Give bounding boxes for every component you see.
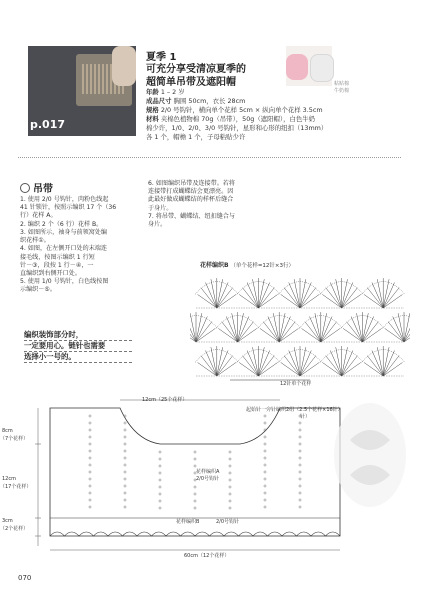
stitch-stroke [217, 356, 233, 376]
motif-dot [264, 415, 266, 417]
motif-dot [124, 492, 126, 494]
step-line: 于身片。 [148, 204, 173, 212]
size-value: 胸围 50cm，衣长 28cm [173, 97, 246, 105]
motif-dot [159, 493, 161, 495]
motif-dot [159, 465, 161, 467]
stitch-stroke [336, 279, 342, 308]
stitch-stroke [253, 347, 259, 376]
step-line: 接毛线，按图示编织 1 行短 [20, 253, 95, 261]
gauge-value: 2/0 号钩针，横向单个花样 5cm × 纵向单个花样 3.5cm [160, 106, 323, 114]
top-right-note: 起始针一旁针编织2组（2.5个花样×16针） [246, 407, 343, 413]
stitch-stroke [294, 347, 300, 376]
steps-right [148, 180, 278, 229]
stitch-stroke [388, 322, 404, 342]
motif-dot [229, 465, 231, 467]
motif-dot [264, 499, 266, 501]
stitch-stroke [232, 313, 238, 342]
motif-dot [124, 443, 126, 445]
stitch-stroke [243, 288, 259, 308]
step-line: 连接带打成蝴蝶结会更漂亮。因 [148, 188, 234, 196]
stitch-stroke [190, 313, 196, 342]
motif-dot [194, 500, 196, 502]
stitch-stroke [300, 347, 306, 376]
motif-dot [124, 422, 126, 424]
motif-dot [89, 415, 91, 417]
stitch-stroke [201, 288, 217, 308]
motif-dot [299, 506, 301, 508]
motif-dot [229, 486, 231, 488]
motif-dot [89, 499, 91, 501]
motif-dot [124, 499, 126, 501]
stitch-stroke [342, 347, 348, 376]
stitch-stroke [300, 279, 306, 308]
motif-dot [299, 471, 301, 473]
center-label-1: 花样编织A [196, 469, 220, 475]
stitch-stroke [342, 279, 348, 308]
step-line: 示编织－⑤。 [20, 286, 56, 294]
motif-dot [229, 507, 231, 509]
motif-dot [124, 457, 126, 459]
motif-dot [89, 429, 91, 431]
tip-note [24, 330, 132, 363]
stitch-stroke [284, 288, 300, 308]
fan-edge [190, 316, 218, 329]
stitch-stroke [211, 279, 217, 308]
motif-dot [264, 492, 266, 494]
step-line: 4. 如图，在左侧开口处的末端连 [20, 245, 107, 253]
motif-dot [229, 493, 231, 495]
title-line-2: 超简单吊带及遮阳帽 [146, 77, 236, 88]
hand-shape [112, 46, 136, 86]
stitch-stroke [367, 288, 383, 308]
motif-dot [89, 471, 91, 473]
stitch-stroke [383, 288, 399, 308]
title-line-1: 可充分享受清凉夏季的 [146, 64, 246, 75]
motif-dot [299, 457, 301, 459]
age-row [146, 88, 185, 96]
size-row [146, 97, 245, 105]
motif-dot [194, 493, 196, 495]
stitch-stroke [196, 313, 202, 342]
page-number: 070 [18, 574, 32, 582]
motif-dot [264, 457, 266, 459]
stitch-stroke [253, 279, 259, 308]
motif-dot [89, 485, 91, 487]
motif-dot [194, 451, 196, 453]
stitch-stroke [196, 322, 212, 342]
motif-dot [159, 507, 161, 509]
age-label: 年龄 [146, 88, 159, 96]
material-line-3: 各 1 个，帽檐 1 个，子母粘贴少许 [146, 133, 246, 141]
motif-dot [124, 471, 126, 473]
page-reference-label: p.017 [30, 118, 66, 131]
stitch-stroke [263, 322, 279, 342]
stitch-diagram [190, 264, 410, 392]
motif-dot [159, 451, 161, 453]
step-line: 6. 如图编织吊带及连接带。若将 [148, 180, 235, 187]
motif-dot [229, 451, 231, 453]
stitch-stroke [326, 288, 342, 308]
motif-dot [264, 422, 266, 424]
motif-dot [264, 506, 266, 508]
stitch-stroke [377, 279, 383, 308]
center-label-2: 2/0号钩针 [196, 476, 220, 482]
material-line-1: 夹棉色植物棉 70g（吊带），50g（遮阳帽），白色牛奶 [160, 115, 316, 123]
stitch-stroke [273, 313, 279, 342]
motif-dot [194, 486, 196, 488]
section-heading-text: 吊带 [33, 184, 53, 195]
left-top-sub: （7个花样） [0, 436, 29, 442]
stitch-stroke [222, 322, 238, 342]
motif-dot [124, 429, 126, 431]
motif-dot [299, 450, 301, 452]
motif-dot [264, 436, 266, 438]
stitch-stroke [367, 356, 383, 376]
motif-dot [264, 485, 266, 487]
motif-dot [159, 458, 161, 460]
step-line: 织花样①。 [20, 237, 50, 245]
stitch-stroke [377, 347, 383, 376]
motif-dot [124, 485, 126, 487]
motif-dot [124, 464, 126, 466]
step-line: 1. 使用 2/0 号钩针，肉粉色线起 [20, 196, 109, 203]
motif-dot [299, 478, 301, 480]
left-bot-sub: （2个花样） [0, 526, 29, 532]
motif-dot [89, 443, 91, 445]
stitch-stroke [279, 313, 285, 342]
stitch-stroke [326, 356, 342, 376]
material-line-2: 棉少许，1/0、2/0、3/0 号钩针，星形和心形的纽扣（13mm） [146, 124, 328, 132]
motif-dot [89, 492, 91, 494]
motif-dot [264, 464, 266, 466]
step-line: 41 针锁针，按照示编织 17 个（36 [20, 204, 117, 212]
stitch-stroke [357, 313, 363, 342]
motif-dot [194, 458, 196, 460]
stitch-stroke [383, 279, 389, 308]
step-line: 2. 编织 2 个（6 行）花样 B。 [20, 220, 103, 228]
bottom-label-1: 花样编织B [176, 519, 200, 525]
top-width-label: 12cm（25个花样） [142, 397, 188, 403]
gauge-row [146, 106, 323, 114]
size-label: 成品尺寸 [146, 97, 172, 105]
motif-dot [89, 457, 91, 459]
stitch-stroke [217, 347, 223, 376]
motif-dot [89, 450, 91, 452]
stitch-stroke [404, 313, 410, 342]
motif-dot [299, 499, 301, 501]
stitch-stroke [258, 347, 264, 376]
left-mid-sub: （17个花样） [0, 484, 32, 490]
motif-dot [229, 500, 231, 502]
stitch-stroke [362, 322, 378, 342]
motif-dot [264, 471, 266, 473]
stitch-stroke [279, 322, 295, 342]
total-width-label: 60cm（12个花样） [184, 553, 230, 559]
motif-dot [299, 422, 301, 424]
stitch-stroke [315, 313, 321, 342]
stitch-diagram-subtitle: （单个花样=12针×3行） [230, 263, 295, 269]
motif-dot [159, 486, 161, 488]
stitch-stroke [347, 322, 363, 342]
motif-dot [229, 472, 231, 474]
step-line: 5. 使用 1/0 号钩针，白色线按图 [20, 278, 109, 286]
note-line-3: 选择小一号的。 [24, 352, 132, 363]
pink-yarn-ball [286, 54, 308, 80]
fan-edge [382, 316, 410, 329]
stitch-stroke [383, 356, 399, 376]
motif-dot [299, 443, 301, 445]
motif-dot [229, 458, 231, 460]
left-bot-dim: 3cm [2, 518, 13, 524]
stitch-stroke [404, 322, 410, 342]
section-heading [20, 180, 53, 195]
left-top-dim: 8cm [2, 428, 13, 434]
motif-dot [194, 465, 196, 467]
stitch-stroke [217, 288, 233, 308]
top-right-note-2: 针） [300, 414, 311, 420]
stitch-stroke [217, 279, 223, 308]
material-label: 材料 [146, 115, 159, 123]
stitch-stroke [258, 288, 274, 308]
step-line: 7. 将吊带、蝴蝶结、纽扣缝合与 [148, 212, 235, 220]
left-mid-dim: 12cm [2, 476, 16, 482]
scallop-edge [50, 532, 340, 536]
stitch-stroke [238, 322, 254, 342]
yarn-caption: 粘贴棉 牛奶棉 [334, 81, 350, 94]
stitch-stroke [300, 288, 316, 308]
stitch-stroke [201, 356, 217, 376]
stitch-stroke [190, 322, 196, 342]
stitch-stroke [321, 313, 327, 342]
stitch-stroke [211, 347, 217, 376]
motif-dot [229, 479, 231, 481]
motif-dot [89, 478, 91, 480]
note-line-2: 一定要用心。链针也需要 [24, 341, 132, 352]
white-yarn-ball [310, 54, 334, 82]
gauge-label: 规格 [146, 106, 159, 114]
motif-dot [89, 422, 91, 424]
stitch-stroke [258, 356, 274, 376]
step-line: 3. 如图所示，袖身与前领窝处编 [20, 228, 107, 236]
motif-dot [299, 464, 301, 466]
motif-dot [159, 500, 161, 502]
stitch-stroke [300, 356, 316, 376]
motif-dot [124, 436, 126, 438]
step-line: 行）花样 A。 [20, 212, 57, 220]
step-line: 直编织到右侧开口处。 [20, 269, 81, 277]
stitch-stroke [305, 322, 321, 342]
steps-left [20, 196, 142, 295]
bottom-label-2: 2/0号钩针 [216, 519, 240, 525]
stitch-stroke [284, 356, 300, 376]
motif-dot [89, 506, 91, 508]
stitch-stroke [258, 279, 264, 308]
motif-dot [89, 436, 91, 438]
age-value: 1 – 2 岁 [160, 88, 185, 96]
material-row [146, 115, 315, 123]
note-line-1: 编织装饰部分时， [24, 330, 132, 341]
season-label: 夏季 1 [146, 52, 177, 63]
watermark-logo [330, 400, 410, 510]
stitch-stroke [383, 347, 389, 376]
repeat-label: 12针单个花样 [280, 381, 312, 387]
motif-dot [194, 507, 196, 509]
motif-dot [264, 443, 266, 445]
step-line: 针－③，段按 1 行－④，一 [20, 261, 94, 269]
stitch-stroke [398, 313, 404, 342]
stitch-diagram-title-text: 花样编织B [200, 262, 229, 269]
stitch-stroke [362, 313, 368, 342]
motif-dot [299, 429, 301, 431]
motif-dot [299, 492, 301, 494]
motif-columns [89, 415, 301, 509]
stitch-stroke [294, 279, 300, 308]
stitch-stroke [342, 288, 358, 308]
motif-dot [299, 485, 301, 487]
motif-dot [124, 450, 126, 452]
stitch-stroke [321, 322, 337, 342]
header-divider [18, 157, 401, 158]
motif-dot [264, 450, 266, 452]
motif-dot [159, 479, 161, 481]
motif-dot [124, 478, 126, 480]
motif-dot [159, 472, 161, 474]
motif-dot [299, 436, 301, 438]
bullet-circle-icon [20, 183, 30, 193]
stitch-stroke [342, 356, 358, 376]
stitch-stroke [238, 313, 244, 342]
stitch-stroke [336, 347, 342, 376]
stitch-stroke [243, 356, 259, 376]
yarn-photo [286, 46, 332, 86]
motif-dot [89, 464, 91, 466]
motif-dot [264, 478, 266, 480]
step-line: 此最好做成蝴蝶结的样杯后缝合 [148, 196, 234, 204]
step-line: 身片。 [148, 221, 167, 229]
motif-dot [124, 506, 126, 508]
